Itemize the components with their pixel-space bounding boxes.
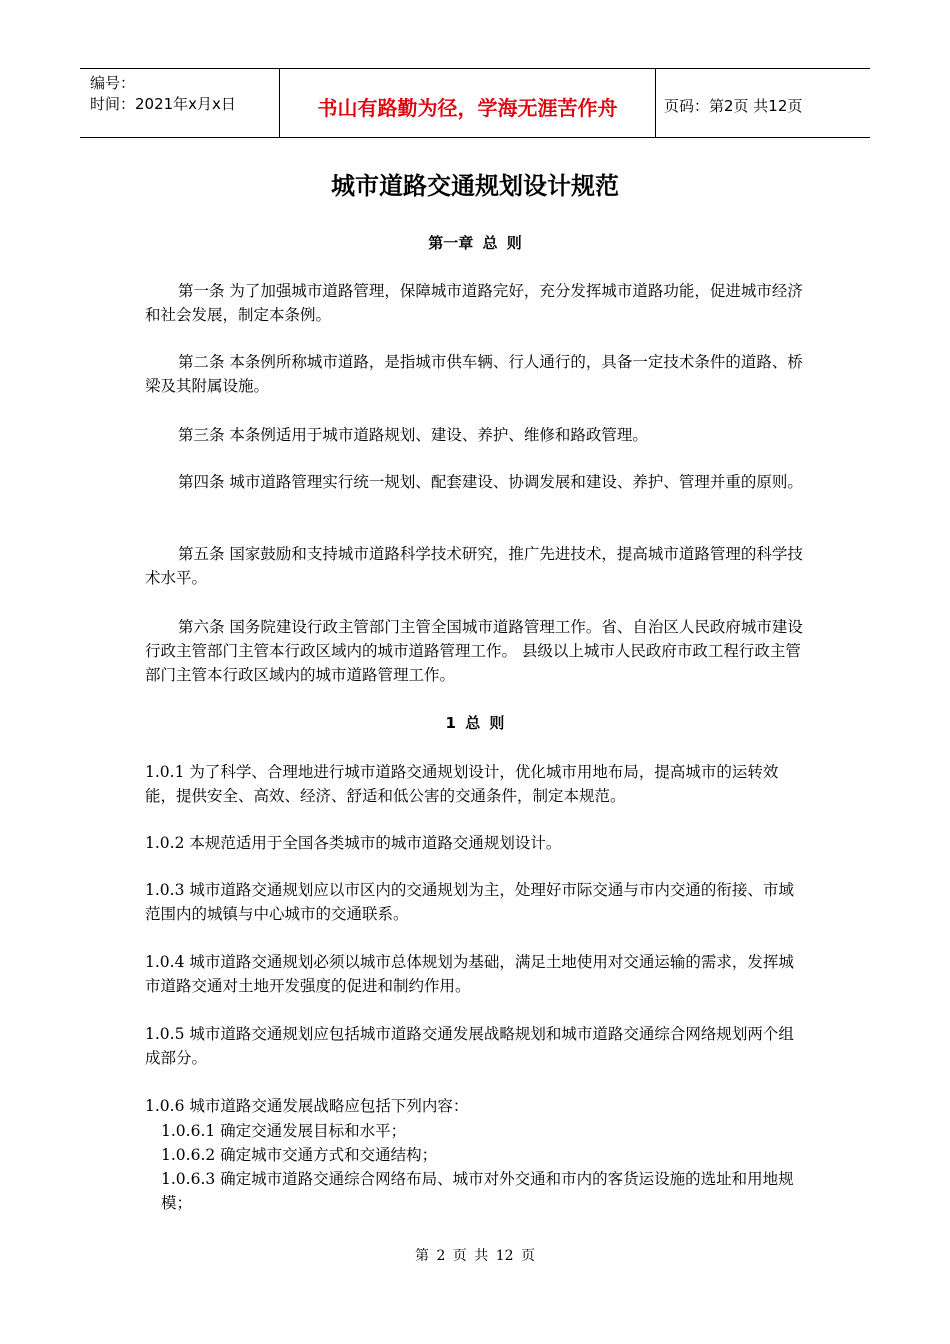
article-4: 第四条 城市道路管理实行统一规划、配套建设、协调发展和建设、养护、管理并重的原则。 bbox=[178, 473, 803, 491]
chapter-title: 第一章 总 则 bbox=[428, 234, 522, 252]
article-6: 第六条 国务院建设行政主管部门主管全国城市道路管理工作。省、自治区人民政府城市建设行政主管部门主管本行政区域内的城市道路管理工作。 县级以上城市人民政府市政工程行政主管部门主管本行政区域内的城市道路管理工作。 bbox=[145, 618, 803, 684]
clause-1-0-1: 1.0.1 为了科学、合理地进行城市道路交通规划设计，优化城市用地布局，提高城市的运转效能，提供安全、高效、经济、舒适和低公害的交通条件，制定本规范。 bbox=[145, 763, 779, 805]
header-page-info: 页码：第2页 共12页 bbox=[664, 96, 803, 115]
page-footer: 第 2 页 共 12 页 bbox=[415, 1248, 535, 1264]
header-meta bbox=[80, 69, 280, 137]
sub-clause-1-0-6-2: 1.0.6.2 确定城市交通方式和交通结构； bbox=[161, 1146, 438, 1164]
article-3: 第三条 本条例适用于城市道路规划、建设、养护、维修和路政管理。 bbox=[178, 426, 648, 444]
clause-1-0-6: 1.0.6 城市道路交通发展战略应包括下列内容： bbox=[145, 1097, 469, 1115]
clause-1-0-2: 1.0.2 本规范适用于全国各类城市的城市道路交通规划设计。 bbox=[145, 834, 562, 852]
number-label: 编号： bbox=[90, 74, 136, 92]
clause-1-0-3: 1.0.3 城市道路交通规划应以市区内的交通规划为主，处理好市际交通与市内交通的衔接、市域范围内的城镇与中心城市的交通联系。 bbox=[145, 881, 794, 923]
clause-1-0-4: 1.0.4 城市道路交通规划必须以城市总体规划为基础，满足土地使用对交通运输的需求，发挥城市道路交通对土地开发强度的促进和制约作用。 bbox=[145, 953, 794, 995]
sub-clause-1-0-6-3: 1.0.6.3 确定城市道路交通综合网络布局、城市对外交通和市内的客货运设施的选址和用地规模； bbox=[161, 1170, 794, 1212]
page-header bbox=[80, 68, 870, 138]
sub-clause-1-0-6-1: 1.0.6.1 确定交通发展目标和水平； bbox=[161, 1122, 407, 1140]
article-1: 第一条 为了加强城市道路管理，保障城市道路完好，充分发挥城市道路功能，促进城市经济和社会发展，制定本条例。 bbox=[145, 282, 803, 324]
article-2: 第二条 本条例所称城市道路，是指城市供车辆、行人通行的，具备一定技术条件的道路、桥梁及其附属设施。 bbox=[145, 353, 803, 395]
clause-1-0-5: 1.0.5 城市道路交通规划应包括城市道路交通发展战略规划和城市道路交通综合网络规划两个组成部分。 bbox=[145, 1025, 794, 1067]
header-motto: 书山有路勤为径，学海无涯苦作舟 bbox=[280, 69, 656, 137]
time-label: 时间：2021年x月x日 bbox=[90, 95, 236, 113]
document-title: 城市道路交通规划设计规范 bbox=[331, 172, 619, 200]
article-5: 第五条 国家鼓励和支持城市道路科学技术研究，推广先进技术，提高城市道路管理的科学技术水平。 bbox=[145, 545, 803, 587]
section-title: 1 总 则 bbox=[445, 714, 505, 732]
